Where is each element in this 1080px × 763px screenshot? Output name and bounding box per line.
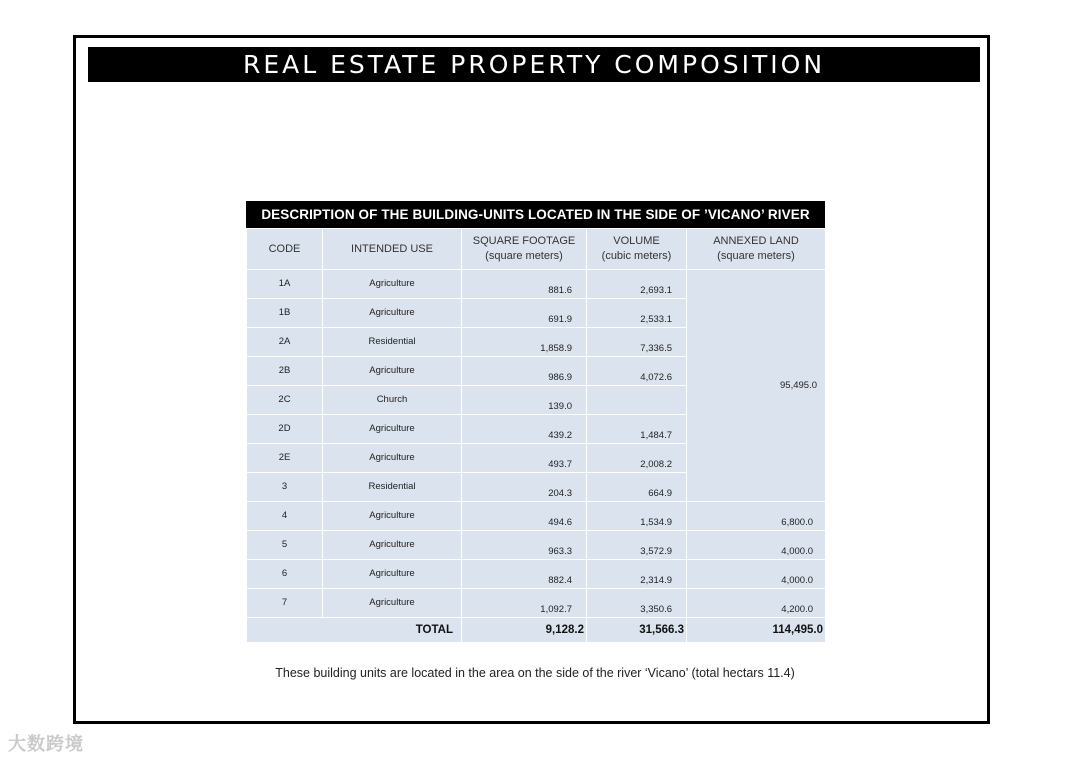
table-header-row — [247, 229, 826, 270]
cell-annexed-land-merged: 95,495.0 — [687, 270, 826, 502]
cell-code: 1A — [247, 270, 323, 299]
cell-code: 2A — [247, 328, 323, 357]
cell-annexed-land: 4,000.0 — [687, 531, 826, 560]
cell-intended-use: Agriculture — [323, 560, 462, 589]
footnote: These building units are located in the area on the side of the river ‘Vicano’ (total hectars 11.4) — [275, 666, 795, 680]
cell-square-footage: 1,092.7 — [462, 589, 587, 618]
cell-annexed-land: 6,800.0 — [687, 502, 826, 531]
cell-volume: 1,534.9 — [587, 502, 687, 531]
table-row — [247, 560, 826, 589]
cell-volume: 2,693.1 — [587, 270, 687, 299]
cell-intended-use: Agriculture — [323, 270, 462, 299]
cell-code: 4 — [247, 502, 323, 531]
header-annexed-land-unit: (square meters) — [717, 250, 795, 262]
cell-volume: 7,336.5 — [587, 328, 687, 357]
table-row — [247, 270, 826, 299]
page-title: REAL ESTATE PROPERTY COMPOSITION — [88, 47, 980, 82]
cell-code: 6 — [247, 560, 323, 589]
cell-volume — [587, 386, 687, 415]
header-code: CODE — [247, 229, 323, 270]
cell-code: 7 — [247, 589, 323, 618]
cell-square-footage: 691.9 — [462, 299, 587, 328]
cell-intended-use: Agriculture — [323, 415, 462, 444]
property-table — [246, 228, 826, 643]
cell-intended-use: Residential — [323, 328, 462, 357]
header-volume — [587, 229, 687, 270]
cell-volume: 4,072.6 — [587, 357, 687, 386]
cell-code: 2B — [247, 357, 323, 386]
header-square-footage — [462, 229, 587, 270]
cell-square-footage: 439.2 — [462, 415, 587, 444]
cell-intended-use: Agriculture — [323, 502, 462, 531]
cell-square-footage: 494.6 — [462, 502, 587, 531]
cell-annexed-land: 4,200.0 — [687, 589, 826, 618]
cell-volume: 2,008.2 — [587, 444, 687, 473]
cell-intended-use: Church — [323, 386, 462, 415]
watermark-logo: 大数跨境 — [8, 734, 84, 754]
cell-square-footage: 1,858.9 — [462, 328, 587, 357]
cell-intended-use: Agriculture — [323, 531, 462, 560]
cell-square-footage: 881.6 — [462, 270, 587, 299]
cell-intended-use: Agriculture — [323, 299, 462, 328]
cell-intended-use: Residential — [323, 473, 462, 502]
cell-intended-use: Agriculture — [323, 357, 462, 386]
table-row — [247, 589, 826, 618]
cell-code: 3 — [247, 473, 323, 502]
cell-code: 5 — [247, 531, 323, 560]
table-row — [247, 502, 826, 531]
cell-square-footage: 204.3 — [462, 473, 587, 502]
cell-code: 1B — [247, 299, 323, 328]
cell-volume: 3,572.9 — [587, 531, 687, 560]
header-annexed-land-label: ANNEXED LAND — [713, 235, 799, 247]
header-square-footage-unit: (square meters) — [485, 250, 563, 262]
total-volume: 31,566.3 — [587, 618, 687, 643]
header-intended-use: INTENDED USE — [323, 229, 462, 270]
table-caption: DESCRIPTION OF THE BUILDING-UNITS LOCATED IN THE SIDE OF ’VICANO’ RIVER — [246, 201, 825, 228]
cell-volume: 2,533.1 — [587, 299, 687, 328]
header-square-footage-label: SQUARE FOOTAGE — [472, 235, 576, 247]
cell-code: 2D — [247, 415, 323, 444]
cell-square-footage: 882.4 — [462, 560, 587, 589]
table-total-row — [247, 618, 826, 643]
cell-volume: 2,314.9 — [587, 560, 687, 589]
cell-code: 2C — [247, 386, 323, 415]
total-annexed-land: 114,495.0 — [687, 618, 826, 643]
cell-square-footage: 493.7 — [462, 444, 587, 473]
header-volume-unit: (cubic meters) — [601, 250, 672, 262]
property-table-container — [246, 201, 825, 643]
total-label: TOTAL — [247, 618, 462, 643]
cell-volume: 1,484.7 — [587, 415, 687, 444]
total-square-footage: 9,128.2 — [462, 618, 587, 643]
header-annexed-land — [687, 229, 826, 270]
cell-square-footage: 986.9 — [462, 357, 587, 386]
cell-annexed-land: 4,000.0 — [687, 560, 826, 589]
cell-square-footage: 963.3 — [462, 531, 587, 560]
cell-volume: 3,350.6 — [587, 589, 687, 618]
header-volume-label: VOLUME — [613, 235, 660, 247]
cell-intended-use: Agriculture — [323, 589, 462, 618]
cell-square-footage: 139.0 — [462, 386, 587, 415]
cell-volume: 664.9 — [587, 473, 687, 502]
table-row — [247, 531, 826, 560]
cell-intended-use: Agriculture — [323, 444, 462, 473]
cell-code: 2E — [247, 444, 323, 473]
